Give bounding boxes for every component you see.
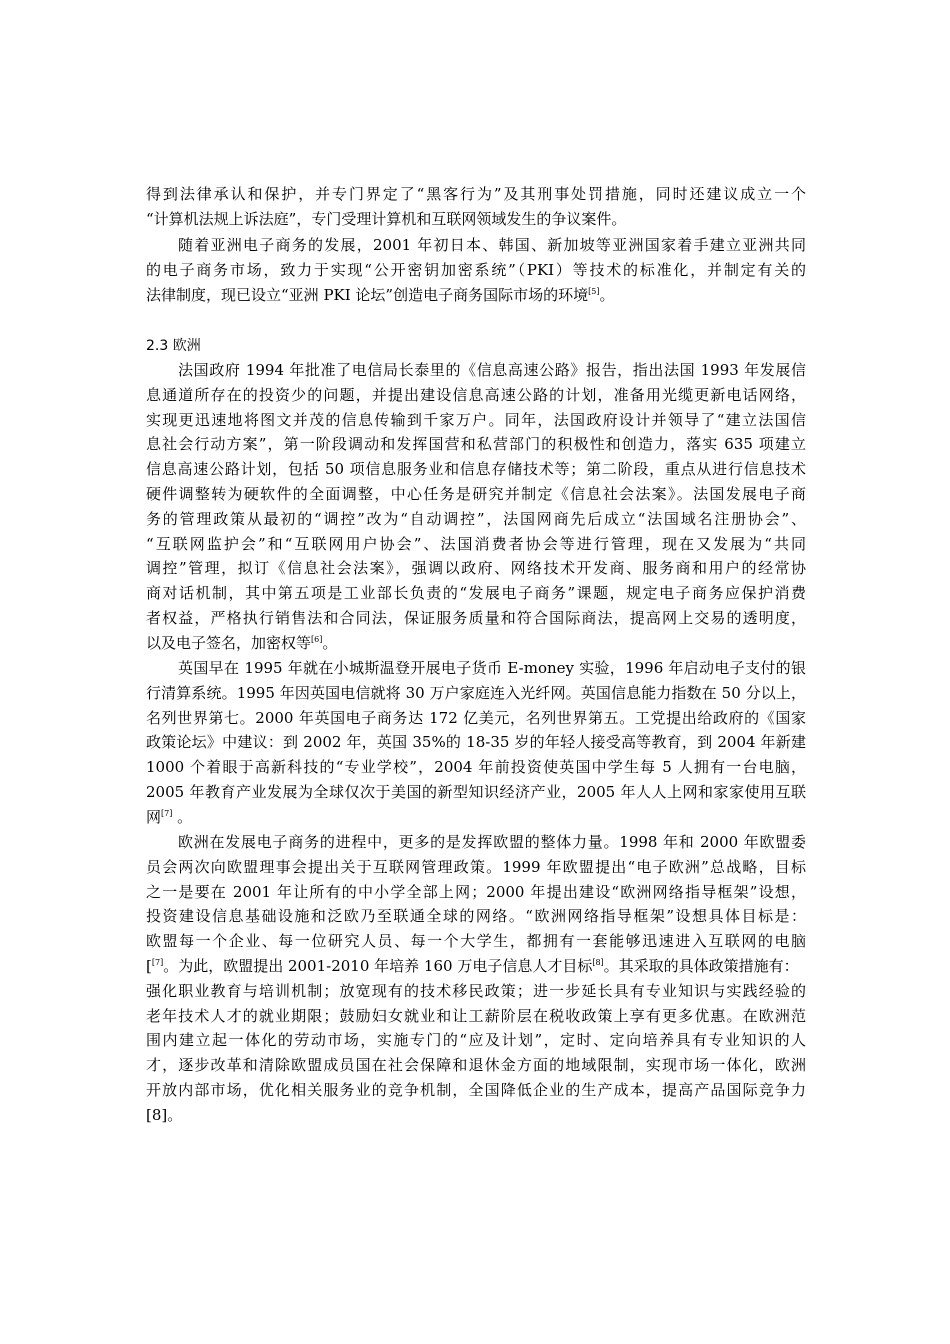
citation-ref: [5] bbox=[588, 286, 600, 296]
text-line: 务的管理政策从最初的“调控”改为“自动调控”，法国网商先后成立“法国域名注册协会”、 bbox=[146, 509, 806, 528]
text-line: 息社会行动方案”，第一阶段调动和发挥国营和私营部门的积极性和创造力，落实 635 项建立 bbox=[146, 435, 806, 454]
text-line: 投资建设信息基础设施和泛欧乃至联通全球的网络。“欧洲网络指导框架”设想具体目标是： bbox=[146, 907, 806, 926]
text-span: 。为此，欧盟提出 2001-2010 年培养 160 万电子信息人才目标 bbox=[163, 956, 593, 975]
text-line: 硬件调整转为硬软件的全面调整，中心任务是研究并制定《信息社会法案》。法国发展电子商 bbox=[146, 484, 806, 503]
text-span: 网 bbox=[146, 807, 162, 826]
text-line: 老年技术人才的就业期限；鼓励妇女就业和让工薪阶层在税收政策上享有更多优惠。在欧洲范 bbox=[146, 1006, 806, 1025]
text-line: 随着亚洲电子商务的发展，2001 年初日本、韩国、新加坡等亚洲国家着手建立亚洲共同 bbox=[178, 236, 806, 254]
paragraph-continuation bbox=[146, 182, 806, 232]
text-line: “互联网监护会”和“互联网用户协会”、法国消费者协会等进行管理，现在又发展为“共同 bbox=[146, 534, 806, 553]
text-span: 。 bbox=[599, 285, 615, 304]
text-line: 息通道所存在的投资少的问题，并提出建设信息高速公路的计划，准备用光缆更新电话网络， bbox=[146, 385, 806, 404]
text-line: 2005 年教育产业发展为全球仅次于美国的新型知识经济产业，2005 年人人上网和家家使用互联 bbox=[146, 782, 806, 801]
text-line: 商对话机制，其中第五项是工业部长负责的“发展电子商务”课题，规定电子商务应保护消费 bbox=[146, 584, 806, 603]
paragraph-france bbox=[146, 358, 806, 656]
text-span: 。其采取的具体政策措施有： bbox=[603, 956, 799, 975]
text-line: 英国早在 1995 年就在小城斯温登开展电子货币 E-money 实验，1996 年启动电子支付的银 bbox=[178, 659, 806, 677]
citation-ref: [7] bbox=[161, 808, 173, 818]
text-line: 得到法律承认和保护，并专门界定了“黑客行为”及其刑事处罚措施，同时还建议成立一个 bbox=[146, 185, 806, 203]
text-line: 围内建立起一体化的劳动市场，实施专门的“应及计划”，定时、定向培养具有专业知识的人 bbox=[146, 1031, 806, 1050]
text-line: [8]。 bbox=[146, 1105, 183, 1124]
text-line: 调控”管理，拟订《信息社会法案》，强调以政府、网络技术开发商、服务商和用户的经常协 bbox=[146, 559, 806, 578]
paragraph-asia bbox=[146, 233, 806, 307]
text-line: 信息高速公路计划，包括 50 项信息服务业和信息存储技术等；第二阶段，重点从进行信息技术 bbox=[146, 460, 806, 479]
text-span: 。 bbox=[322, 633, 338, 652]
text-span: 以及电子签名，加密权等 bbox=[146, 633, 312, 652]
text-line: “计算机法规上诉法庭”，专门受理计算机和互联网领域发生的争议案件。 bbox=[146, 209, 627, 228]
text-line: 名列世界第七。2000 年英国电子商务达 172 亿美元，名列世界第五。工党提出给政府的《国家 bbox=[146, 708, 806, 727]
text-line: 之一是要在 2001 年让所有的中小学全部上网；2000 年提出建设“欧洲网络指导框架”设想， bbox=[146, 882, 806, 901]
text-span: 。 bbox=[172, 807, 193, 826]
text-line bbox=[146, 954, 806, 979]
text-line: 员会两次向欧盟理事会提出关于互联网管理政策。1999 年欧盟提出“电子欧洲”总战略，目标 bbox=[146, 857, 806, 876]
text-line bbox=[146, 631, 806, 656]
paragraph-uk bbox=[146, 656, 806, 830]
text-line: 强化职业教育与培训机制；放宽现有的技术移民政策；进一步延长具有专业知识与实践经验的 bbox=[146, 981, 806, 1000]
citation-ref: [6] bbox=[311, 634, 323, 644]
text-span: 法律制度，现已设立“亚洲 PKI 论坛”创造电子商务国际市场的环境 bbox=[146, 285, 589, 304]
text-line: 实现更迅速地将图文并茂的信息传输到千家万户。同年，法国政府设计并领导了“建立法国信 bbox=[146, 410, 806, 429]
text-line bbox=[146, 805, 806, 830]
section-heading: 2.3 欧洲 bbox=[146, 338, 201, 354]
citation-ref: [8] bbox=[592, 957, 604, 967]
text-line bbox=[146, 283, 806, 308]
text-span: [ bbox=[146, 956, 152, 975]
text-line: 才，逐步改革和清除欧盟成员国在社会保障和退休金方面的地域限制，实现市场一体化，欧洲 bbox=[146, 1056, 806, 1075]
text-line: 欧盟每一个企业、每一位研究人员、每一个大学生，都拥有一套能够迅速进入互联网的电脑 bbox=[146, 932, 806, 951]
citation-ref: [7] bbox=[151, 957, 164, 967]
paragraph-eu bbox=[146, 830, 806, 1128]
text-line: 行清算系统。1995 年因英国电信就将 30 万户家庭连入光纤网。英国信息能力指数在 50 分以上， bbox=[146, 683, 806, 702]
text-line: 政策论坛》中建议：到 2002 年，英国 35%的 18-35 岁的年轻人接受高等教育，到 2004 年新建 bbox=[146, 733, 806, 752]
text-line: 1000 个着眼于高新科技的“专业学校”，2004 年前投资使英国中学生每 5 人拥有一台电脑， bbox=[146, 758, 806, 777]
text-line: 开放内部市场，优化相关服务业的竞争机制，全国降低企业的生产成本，提高产品国际竞争力 bbox=[146, 1080, 806, 1099]
text-line: 法国政府 1994 年批准了电信局长泰里的《信息高速公路》报告，指出法国 1993 年发展信 bbox=[178, 361, 806, 379]
text-line: 者权益，严格执行销售法和合同法，保证服务质量和符合国际商法，提高网上交易的透明度， bbox=[146, 608, 806, 627]
text-line: 欧洲在发展电子商务的进程中，更多的是发挥欧盟的整体力量。1998 年和 2000 年欧盟委 bbox=[178, 833, 806, 851]
text-line: 的电子商务市场，致力于实现“公开密钥加密系统”（PKI）等技术的标准化，并制定有关的 bbox=[146, 260, 806, 279]
